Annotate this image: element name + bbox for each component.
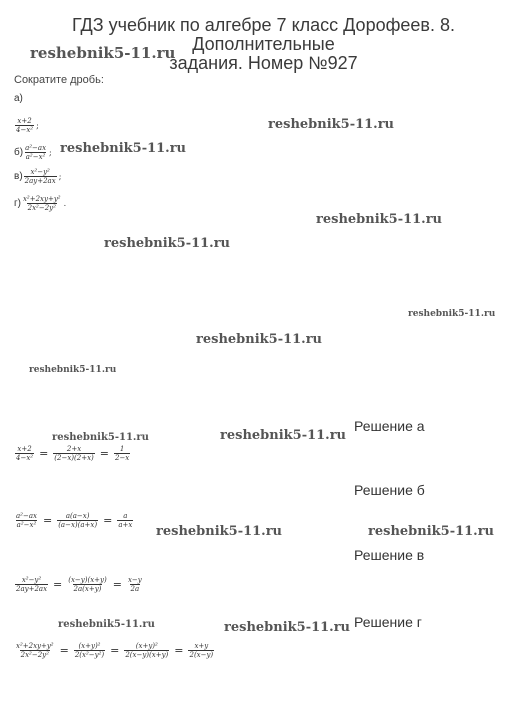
fraction — [15, 576, 48, 593]
task-item-v — [14, 168, 61, 185]
denominator: 2a — [130, 585, 140, 593]
solution-g-heading: Решение г — [354, 614, 422, 630]
equals-sign: = — [103, 514, 113, 527]
punctuation: . — [63, 199, 67, 208]
denominator: 2a(x+y) — [73, 585, 102, 593]
denominator: a+x — [118, 521, 133, 529]
watermark: reshebnik5-11.ru — [60, 141, 187, 156]
numerator: (x+y)² — [78, 642, 101, 650]
watermark: reshebnik5-11.ru — [408, 309, 496, 319]
item-label: б) — [14, 147, 24, 158]
numerator: a²−ax — [25, 144, 47, 152]
fraction — [124, 642, 169, 659]
task-item-a — [14, 117, 39, 134]
fraction — [15, 642, 55, 659]
denominator: (a−x)(a+x) — [58, 521, 98, 529]
equals-sign: = — [39, 447, 49, 460]
numerator: a²−ax — [16, 512, 37, 520]
denominator: 4−x² — [16, 454, 34, 462]
numerator: 2+x — [66, 445, 82, 453]
equals-sign: = — [42, 514, 53, 527]
denominator: a²−x² — [16, 521, 37, 529]
numerator: x+y — [194, 642, 209, 650]
solution-b-heading: Решение б — [354, 482, 425, 498]
watermark: reshebnik5-11.ru — [368, 524, 495, 539]
equals-sign: = — [112, 578, 122, 591]
task-item-a-label — [14, 93, 23, 104]
watermark: reshebnik5-11.ru — [316, 212, 443, 227]
task-item-g — [14, 195, 66, 212]
watermark: reshebnik5-11.ru — [224, 620, 351, 635]
equals-sign: = — [110, 644, 120, 657]
denominator: 2(x−y)(x+y) — [125, 651, 169, 659]
solution-b-equation — [14, 512, 134, 529]
numerator: a — [123, 512, 128, 520]
denominator: 2(x²−y²) — [74, 651, 105, 659]
denominator: 2ay+2ax — [16, 585, 48, 593]
fraction — [114, 445, 130, 462]
equals-sign: = — [174, 644, 184, 657]
denominator: a²−x² — [25, 153, 46, 161]
fraction — [57, 512, 98, 529]
fraction — [22, 195, 62, 212]
watermark: reshebnik5-11.ru — [58, 619, 155, 630]
numerator: x²−y² — [21, 576, 42, 584]
page-title-line-2: задания. Номер №927 — [169, 53, 358, 73]
watermark: reshebnik5-11.ru — [196, 332, 323, 347]
fraction — [67, 576, 107, 593]
task-prompt: Сократите дробь: — [14, 74, 104, 86]
punctuation: ; — [58, 172, 62, 181]
fraction — [15, 117, 34, 134]
watermark: reshebnik5-11.ru — [268, 117, 395, 132]
watermark: reshebnik5-11.ru — [104, 236, 231, 251]
equals-sign: = — [59, 644, 69, 657]
denominator: 2(x−y) — [189, 651, 214, 659]
fraction — [127, 576, 143, 593]
punctuation: ; — [49, 148, 52, 157]
watermark: reshebnik5-11.ru — [220, 428, 347, 443]
numerator: x+2 — [17, 117, 32, 125]
denominator: 2−x — [114, 454, 130, 462]
watermark: reshebnik5-11.ru — [156, 524, 283, 539]
punctuation: ; — [36, 121, 39, 130]
solution-a-equation — [14, 445, 131, 462]
numerator: x+2 — [17, 445, 32, 453]
fraction — [188, 642, 214, 659]
denominator: 2x²−2y² — [20, 651, 49, 659]
item-label: а) — [14, 93, 23, 104]
numerator: x²−y² — [30, 168, 50, 176]
task-item-b — [14, 144, 52, 161]
solution-g-equation — [14, 642, 215, 659]
watermark: reshebnik5-11.ru — [30, 44, 176, 62]
fraction — [74, 642, 105, 659]
numerator: x²+2xy+y² — [22, 195, 61, 203]
numerator: a(a−x) — [65, 512, 90, 520]
denominator: 2ay+2ax — [24, 177, 56, 185]
numerator: (x−y)(x+y) — [68, 576, 107, 584]
fraction — [15, 445, 34, 462]
solution-v-heading: Решение в — [354, 547, 425, 563]
numerator: x−y — [127, 576, 142, 584]
fraction — [53, 445, 94, 462]
item-label: в) — [14, 171, 23, 182]
denominator: (2−x)(2+x) — [54, 454, 94, 462]
item-label: г) — [14, 198, 21, 209]
watermark: reshebnik5-11.ru — [29, 365, 117, 375]
fraction — [15, 512, 38, 529]
fraction — [24, 168, 57, 185]
numerator: 1 — [119, 445, 125, 453]
equals-sign: = — [53, 578, 63, 591]
denominator: 4−x² — [16, 126, 34, 134]
numerator: x²+2xy+y² — [16, 642, 54, 650]
denominator: 2x²−2y² — [27, 204, 56, 212]
solution-a-heading: Решение а — [354, 418, 425, 434]
solution-v-equation — [14, 576, 144, 593]
watermark: reshebnik5-11.ru — [52, 432, 149, 443]
fraction — [117, 512, 133, 529]
numerator: (x+y)² — [135, 642, 158, 650]
page-title-line-1: ГДЗ учебник по алгебре 7 класс Дорофеев. 8. Дополнительные — [72, 15, 455, 54]
equals-sign: = — [99, 447, 109, 460]
fraction — [24, 144, 47, 161]
